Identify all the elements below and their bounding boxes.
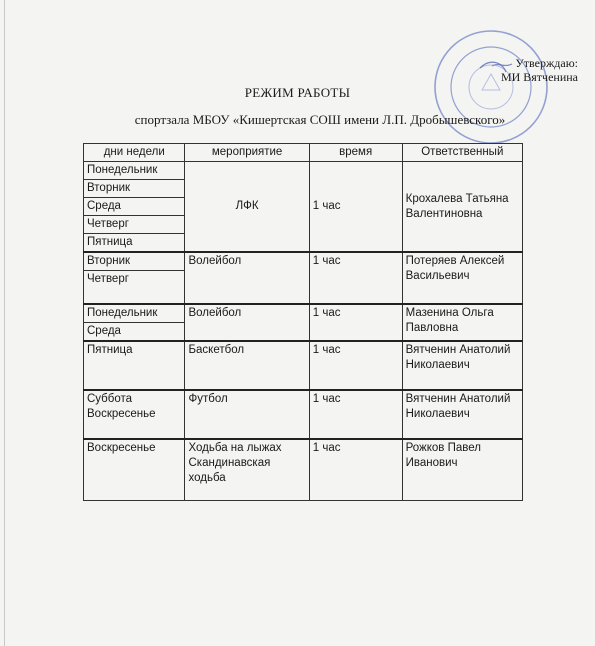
responsible-cell: Вятченин Анатолий Николаевич — [402, 390, 522, 439]
table-row — [84, 304, 523, 323]
day-cell: Пятница — [84, 234, 185, 253]
responsible-cell: Рожков Павел Иванович — [402, 439, 522, 501]
event-cell: Волейбол — [185, 252, 309, 304]
time-cell: 1 час — [309, 252, 402, 304]
event-cell: ЛФК — [185, 162, 309, 253]
time-cell: 1 час — [309, 341, 402, 390]
responsible-cell: Мазенина Ольга Павловна — [402, 304, 522, 341]
time-cell: 1 час — [309, 304, 402, 341]
table-row — [84, 162, 523, 180]
document-title: РЕЖИМ РАБОТЫ — [244, 85, 351, 100]
responsible-cell: Потеряев Алексей Васильевич — [402, 252, 522, 304]
day-cell: Вторник — [84, 180, 185, 198]
day-cell: Среда — [84, 323, 185, 342]
time-cell: 1 час — [309, 162, 402, 253]
day-cell: Понедельник — [84, 304, 185, 323]
day-cell: Четверг — [84, 216, 185, 234]
document-subtitle: спортзала МБОУ «Кишертская СОШ имени Л.П. Дробышевского» — [134, 112, 506, 127]
event-cell: Баскетбол — [185, 341, 309, 390]
day-cell: Пятница — [84, 341, 185, 390]
day-cell: Четверг — [84, 271, 185, 305]
day-cell: Среда — [84, 198, 185, 216]
day-cell: Воскресенье — [84, 439, 185, 501]
header-days: дни недели — [84, 144, 185, 162]
responsible-cell: Крохалева Татьяна Валентиновна — [402, 162, 522, 253]
table-row — [84, 341, 523, 390]
time-cell: 1 час — [309, 439, 402, 501]
header-responsible: Ответственный — [402, 144, 522, 162]
table-header-row — [84, 144, 523, 162]
event-cell: Ходьба на лыжах Скандинавская ходьба — [185, 439, 309, 501]
day-cell: Вторник — [84, 252, 185, 271]
time-cell: 1 час — [309, 390, 402, 439]
table-row — [84, 252, 523, 271]
day-cell: Понедельник — [84, 162, 185, 180]
schedule-table — [83, 143, 523, 501]
table-row — [84, 390, 523, 439]
table-row — [84, 439, 523, 501]
approval-signer: МИ Вятченина — [500, 70, 578, 84]
day-cell: Суббота Воскресенье — [84, 390, 185, 439]
header-event: мероприятие — [185, 144, 309, 162]
header-time: время — [309, 144, 402, 162]
approval-block — [432, 56, 578, 84]
event-cell: Футбол — [185, 390, 309, 439]
event-cell: Волейбол — [185, 304, 309, 341]
approval-label: Утверждаю: — [515, 56, 578, 70]
responsible-cell: Вятченин Анатолий Николаевич — [402, 341, 522, 390]
